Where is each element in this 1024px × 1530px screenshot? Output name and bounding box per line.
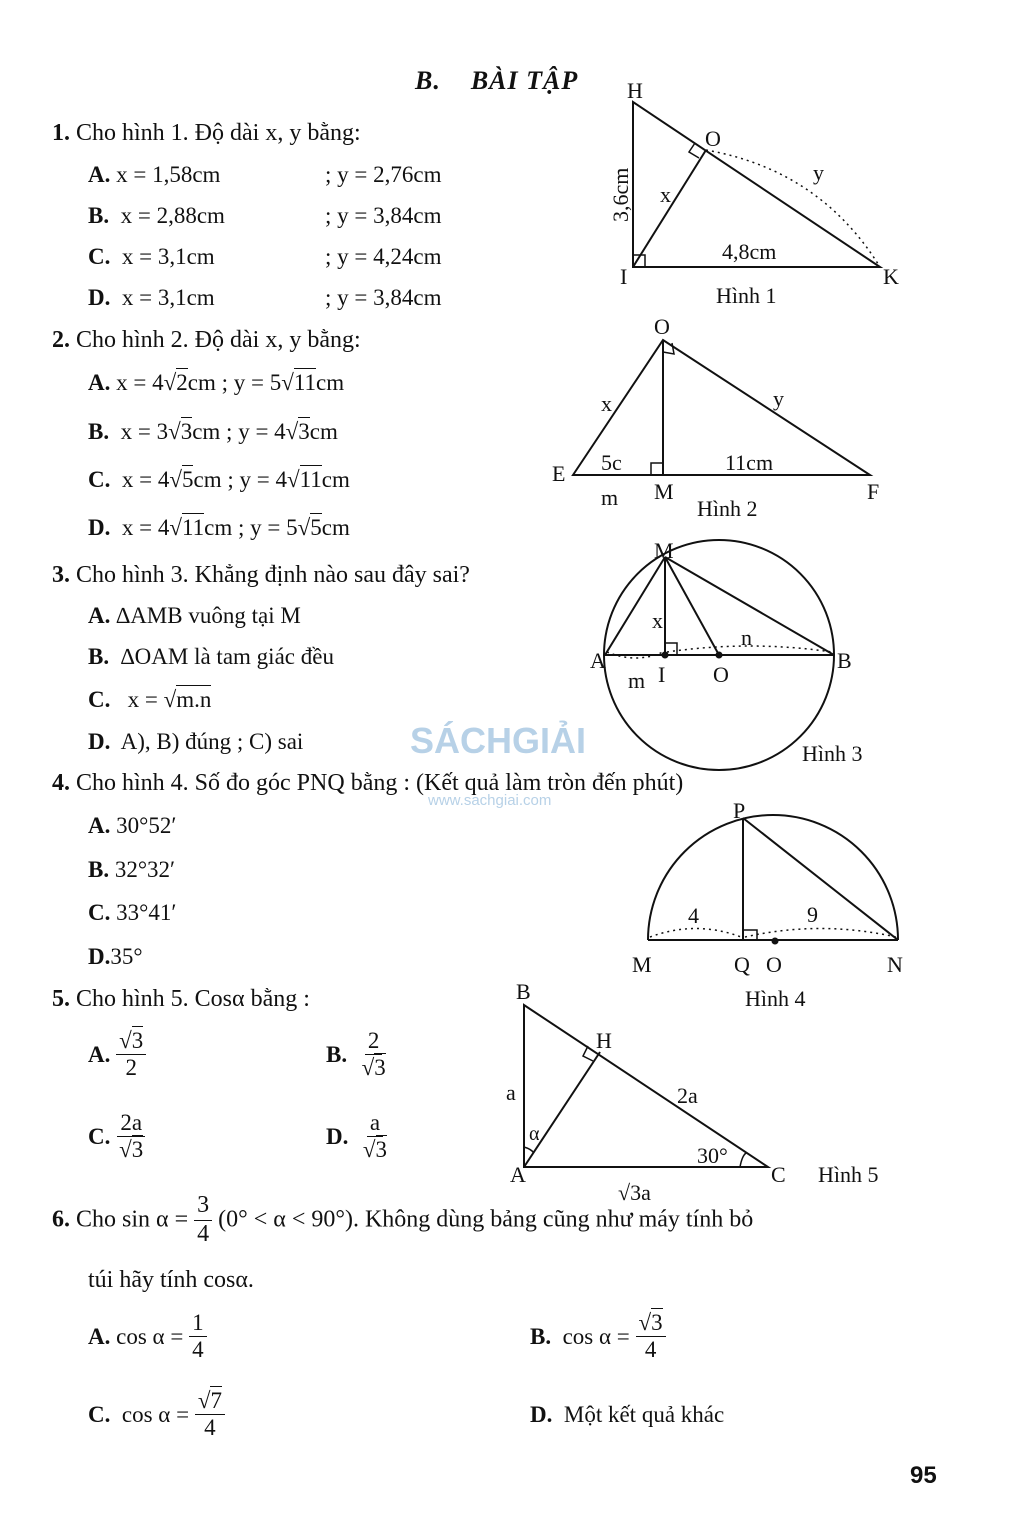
q1-option-d[interactable]: D. x = 3,1cm: [88, 285, 215, 310]
q4-option-a[interactable]: A. 30°52′: [88, 813, 177, 838]
fig3-label-a: A: [590, 648, 606, 673]
fig4-label-4: 4: [688, 903, 699, 928]
fig3-label-i: I: [658, 662, 666, 687]
q2-option-a[interactable]: A. x = 4√2cm ; y = 5√11cm: [88, 370, 345, 395]
fig1-label-base: 4,8cm: [722, 239, 777, 264]
figure-5-triangle: [524, 1005, 768, 1167]
fig3-label-x: x: [652, 608, 663, 633]
section-letter: B.: [415, 66, 441, 95]
q1-option-b-y: ; y = 3,84cm: [325, 203, 442, 228]
q5-option-a[interactable]: A. $\frac{√3}{2}$: [88, 1028, 146, 1082]
q3-option-c[interactable]: C. x = √m.n: [88, 687, 212, 712]
fig2-label-e: E: [552, 461, 566, 486]
figure-4-semicircle: [648, 815, 898, 940]
fig1-label-i: I: [620, 264, 628, 289]
question-6-stem: 6. Cho sin α = $\frac{3}{4}$ (0° < α < 90°). Không dùng bảng cũng như máy tính bỏ: [52, 1192, 754, 1247]
page-number: 95: [910, 1462, 937, 1489]
q4-option-c[interactable]: C. 33°41′: [88, 900, 177, 925]
q5-option-b[interactable]: B. $\frac{2}{√3}$: [326, 1028, 386, 1081]
question-4-stem: 4. Cho hình 4. Số đo góc PNQ bằng : (Kết quả làm tròn đến phút): [52, 770, 684, 796]
q6-option-c[interactable]: C. cos α = $\frac{√7}{4}$: [88, 1388, 225, 1442]
fig5-label-30deg: 30°: [697, 1143, 728, 1168]
question-5-stem: 5. Cho hình 5. Cosα bằng :: [52, 986, 310, 1012]
fig4-label-q: Q: [734, 952, 750, 977]
fig4-label-p: P: [733, 798, 746, 823]
fig2-label-x: x: [601, 391, 612, 416]
fig5-label-c: C: [771, 1162, 786, 1187]
fig5-label-h: H: [596, 1028, 612, 1053]
fig4-label-m: M: [632, 952, 652, 977]
fig2-label-o: O: [654, 314, 670, 339]
fig5-label-b: B: [516, 979, 531, 1004]
fig3-label-m: M: [654, 538, 674, 563]
watermark-url: www.sachgiai.com: [428, 792, 552, 809]
fig2-label-5c: 5c: [601, 450, 622, 475]
fig3-caption: Hình 3: [802, 741, 863, 766]
q3-option-a[interactable]: A. ∆AMB vuông tại M: [88, 603, 301, 628]
q1-option-d-y: ; y = 3,84cm: [325, 285, 442, 310]
q1-option-a[interactable]: A. x = 1,58cm: [88, 162, 221, 187]
fig3-label-b: B: [837, 648, 852, 673]
question-1-stem: 1. Cho hình 1. Độ dài x, y bằng:: [52, 120, 361, 146]
q1-option-c-y: ; y = 4,24cm: [325, 244, 442, 269]
fig1-label-o: O: [705, 126, 721, 151]
fig1-caption: Hình 1: [716, 283, 777, 308]
q5-option-d[interactable]: D. $\frac{a}{√3}$: [326, 1110, 387, 1163]
fig4-caption: Hình 4: [745, 986, 806, 1011]
q1-option-c[interactable]: C. x = 3,1cm: [88, 244, 215, 269]
question-3-stem: 3. Cho hình 3. Khẳng định nào sau đây sai?: [52, 562, 470, 588]
fig1-label-x: x: [660, 182, 671, 207]
watermark-brand: SÁCHGIẢI: [410, 720, 587, 761]
fig5-label-2a: 2a: [677, 1083, 698, 1108]
fig2-label-f: F: [867, 479, 880, 504]
fig2-label-11cm: 11cm: [725, 450, 774, 475]
fig3-label-n: n: [741, 625, 752, 650]
fig5-label-alpha: α: [529, 1123, 540, 1145]
fig5-label-base: √3a: [618, 1180, 651, 1205]
question-2-stem: 2. Cho hình 2. Độ dài x, y bằng:: [52, 327, 361, 353]
fig2-label-y: y: [773, 386, 784, 411]
question-6-stem-line2: túi hãy tính cosα.: [88, 1267, 254, 1293]
fig4-label-o: O: [766, 952, 782, 977]
q1-option-b[interactable]: B. x = 2,88cm: [88, 203, 225, 228]
q2-option-c[interactable]: C. x = 4√5cm ; y = 4√11cm: [88, 467, 350, 492]
q6-option-a[interactable]: A. cos α = $\frac{1}{4}$: [88, 1310, 207, 1364]
fig1-label-height: 3,6cm: [608, 167, 633, 222]
fig5-caption: Hình 5: [818, 1162, 879, 1187]
q2-option-d[interactable]: D. x = 4√11cm ; y = 5√5cm: [88, 515, 350, 540]
section-title: BÀI TẬP: [470, 66, 579, 95]
fig1-label-k: K: [883, 264, 899, 289]
q4-option-d[interactable]: D.35°: [88, 944, 143, 969]
fig4-label-n: N: [887, 952, 903, 977]
fig2-label-m-lower: m: [601, 485, 619, 510]
q6-option-b[interactable]: B. cos α = $\frac{√3}{4}$: [530, 1310, 666, 1364]
fig3-label-m-lower: m: [628, 668, 646, 693]
q2-option-b[interactable]: B. x = 3√3cm ; y = 4√3cm: [88, 419, 338, 444]
fig1-label-y: y: [813, 160, 824, 185]
fig2-label-m: M: [654, 479, 674, 504]
q4-option-b[interactable]: B. 32°32′: [88, 857, 176, 882]
fig4-label-9: 9: [807, 902, 818, 927]
fig3-label-o: O: [713, 662, 729, 687]
fig1-label-h: H: [627, 78, 643, 103]
fig5-label-a: A: [510, 1162, 526, 1187]
q6-option-d[interactable]: D. Một kết quả khác: [530, 1402, 725, 1427]
q1-option-a-y: ; y = 2,76cm: [325, 162, 442, 187]
q5-option-c[interactable]: C. $\frac{2a}{√3}$: [88, 1110, 144, 1163]
q3-option-d[interactable]: D. A), B) đúng ; C) sai: [88, 729, 304, 754]
fig2-caption: Hình 2: [697, 496, 758, 521]
fig5-label-side-a: a: [506, 1080, 516, 1105]
q3-option-b[interactable]: B. ∆OAM là tam giác đều: [88, 644, 334, 669]
